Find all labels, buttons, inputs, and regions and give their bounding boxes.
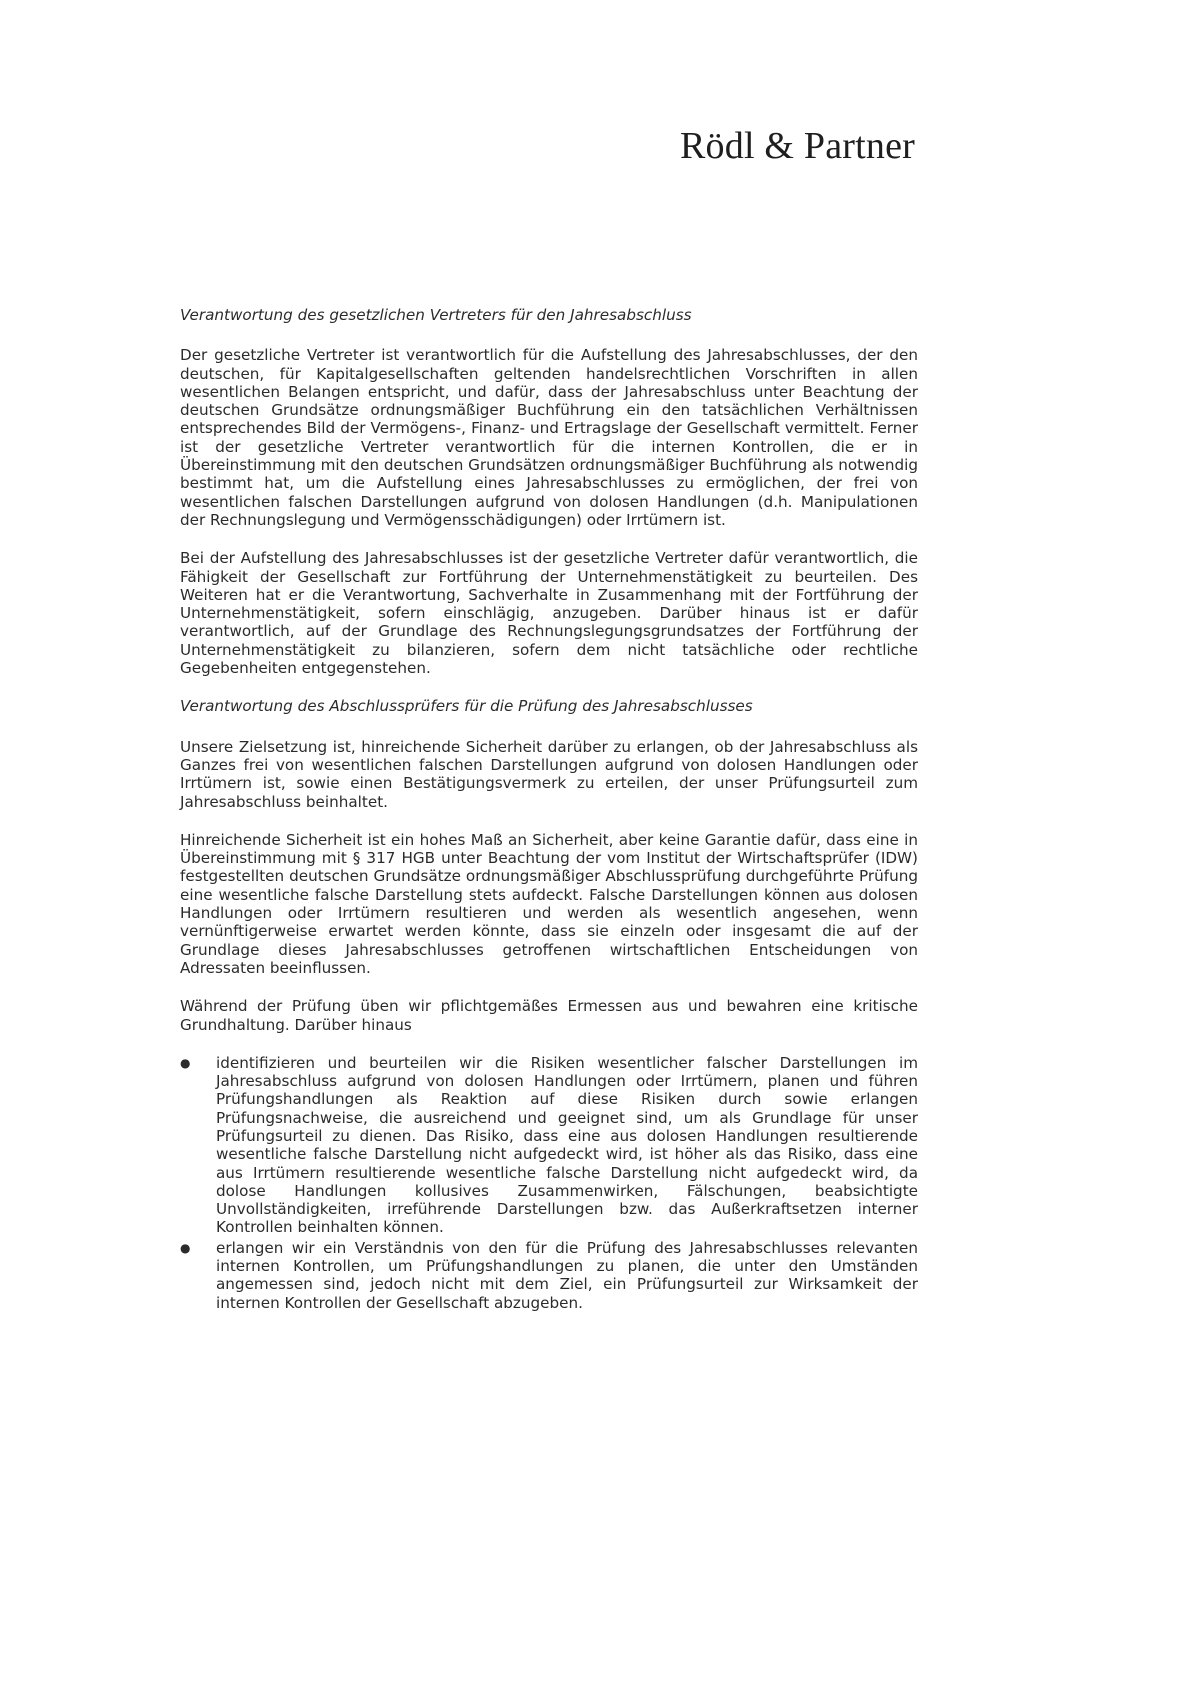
paragraph: Während der Prüfung üben wir pflichtgemäßes Ermessen aus und bewahren eine kritische Grundhaltung. Darüber hinaus [180,997,918,1034]
section-heading-legal-representative: Verantwortung des gesetzlichen Vertreters für den Jahresabschluss [180,306,692,324]
list-item-text: erlangen wir ein Verständnis von den für die Prüfung des Jahresabschlusses relevanten internen Kontrollen, um Prüfungshandlungen zu planen, die unter den Umständen angemessen sind, jedoch nicht mit dem Ziel, ein Prüfungsurteil zur Wirksamkeit der internen Kontrollen der Gesellschaft abzugeben. [216,1238,918,1312]
bullet-icon: ● [180,1055,191,1070]
paragraph: Hinreichende Sicherheit ist ein hohes Maß an Sicherheit, aber keine Garantie dafür, dass eine in Übereinstimmung mit § 317 HGB unter Beachtung der vom Institut der Wirtschaftsprüfer (IDW) festgestellten deutschen Grundsätze ordnungsmäßiger Abschlussprüfung durchgeführte Prüfung eine wesentliche falsche Darstellung stets aufdeckt. Falsche Darstellungen können aus dolosen Handlungen oder Irrtümern resultieren und werden als wesentlich angesehen, wenn vernünftigerweise erwartet werden könnte, dass sie einzeln oder insgesamt die auf der Grundlage dieses Jahresabschlusses getroffenen wirtschaftlichen Entscheidungen von Adressaten beeinflussen. [180,830,918,977]
list-item [180,1054,918,1237]
paragraph: Bei der Aufstellung des Jahresabschlusses ist der gesetzliche Vertreter dafür verantwortlich, die Fähigkeit der Gesellschaft zur Fortführung der Unternehmenstätigkeit zu beurteilen. Des Weiteren hat er die Verantwortung, Sachverhalte in Zusammenhang mit der Fortführung der Unternehmenstätigkeit, sofern einschlägig, anzugeben. Darüber hinaus ist er dafür verantwortlich, auf der Grundlage des Rechnungslegungsgrundsatzes der Fortführung der Unternehmenstätigkeit zu bilanzieren, sofern dem nicht tatsächliche oder rechtliche Gegebenheiten entgegenstehen. [180,549,918,678]
section-heading-auditor: Verantwortung des Abschlussprüfers für die Prüfung des Jahresabschlusses [180,697,753,716]
list-item-text: identifizieren und beurteilen wir die Risiken wesentlicher falscher Darstellungen im Jahresabschluss aufgrund von dolosen Handlungen oder Irrtümern, planen und führen Prüfungshandlungen als Reaktion auf diese Risiken durch sowie erlangen Prüfungsnachweise, die ausreichend und geeignet sind, um als Grundlage für unser Prüfungsurteil zu dienen. Das Risiko, dass eine aus dolosen Handlungen resultierende wesentliche falsche Darstellung nicht aufgedeckt wird, ist höher als das Risiko, dass eine aus Irrtümern resultierende wesentliche falsche Darstellung nicht aufgedeckt wird, da dolose Handlungen kollusives Zusammenwirken, Fälschungen, beabsichtigte Unvollständigkeiten, irreführende Darstellungen bzw. das Außerkraftsetzen interner Kontrollen beinhalten können. [216,1053,918,1237]
paragraph: Unsere Zielsetzung ist, hinreichende Sicherheit darüber zu erlangen, ob der Jahresabschluss als Ganzes frei von wesentlichen falschen Darstellungen aufgrund von dolosen Handlungen oder Irrtümern ist, sowie einen Bestätigungsvermerk zu erteilen, der unser Prüfungsurteil zum Jahresabschluss beinhaltet. [180,737,918,811]
bullet-list [180,1054,918,1312]
company-logo: Rödl & Partner [680,125,915,167]
document-body [180,306,918,1314]
list-item [180,1239,918,1312]
paragraph: Der gesetzliche Vertreter ist verantwortlich für die Aufstellung des Jahresabschlusses, der den deutschen, für Kapitalgesellschaften geltenden handelsrechtlichen Vorschriften in allen wesentlichen Belangen entspricht, und dafür, dass der Jahresabschluss unter Beachtung der deutschen Grundsätze ordnungsmäßiger Buchführung ein den tatsächlichen Verhältnissen entsprechendes Bild der Vermögens-, Finanz- und Ertragslage der Gesellschaft vermittelt. Ferner ist der gesetzliche Vertreter verantwortlich für die internen Kontrollen, die er in Übereinstimmung mit den deutschen Grundsätzen ordnungsmäßiger Buchführung als notwendig bestimmt hat, um die Aufstellung eines Jahresabschlusses zu ermöglichen, der frei von wesentlichen falschen Darstellungen aufgrund von dolosen Handlungen (d.h. Manipulationen der Rechnungslegung und Vermögensschädigungen) oder Irrtümern ist. [180,346,918,529]
bullet-icon: ● [180,1240,191,1255]
